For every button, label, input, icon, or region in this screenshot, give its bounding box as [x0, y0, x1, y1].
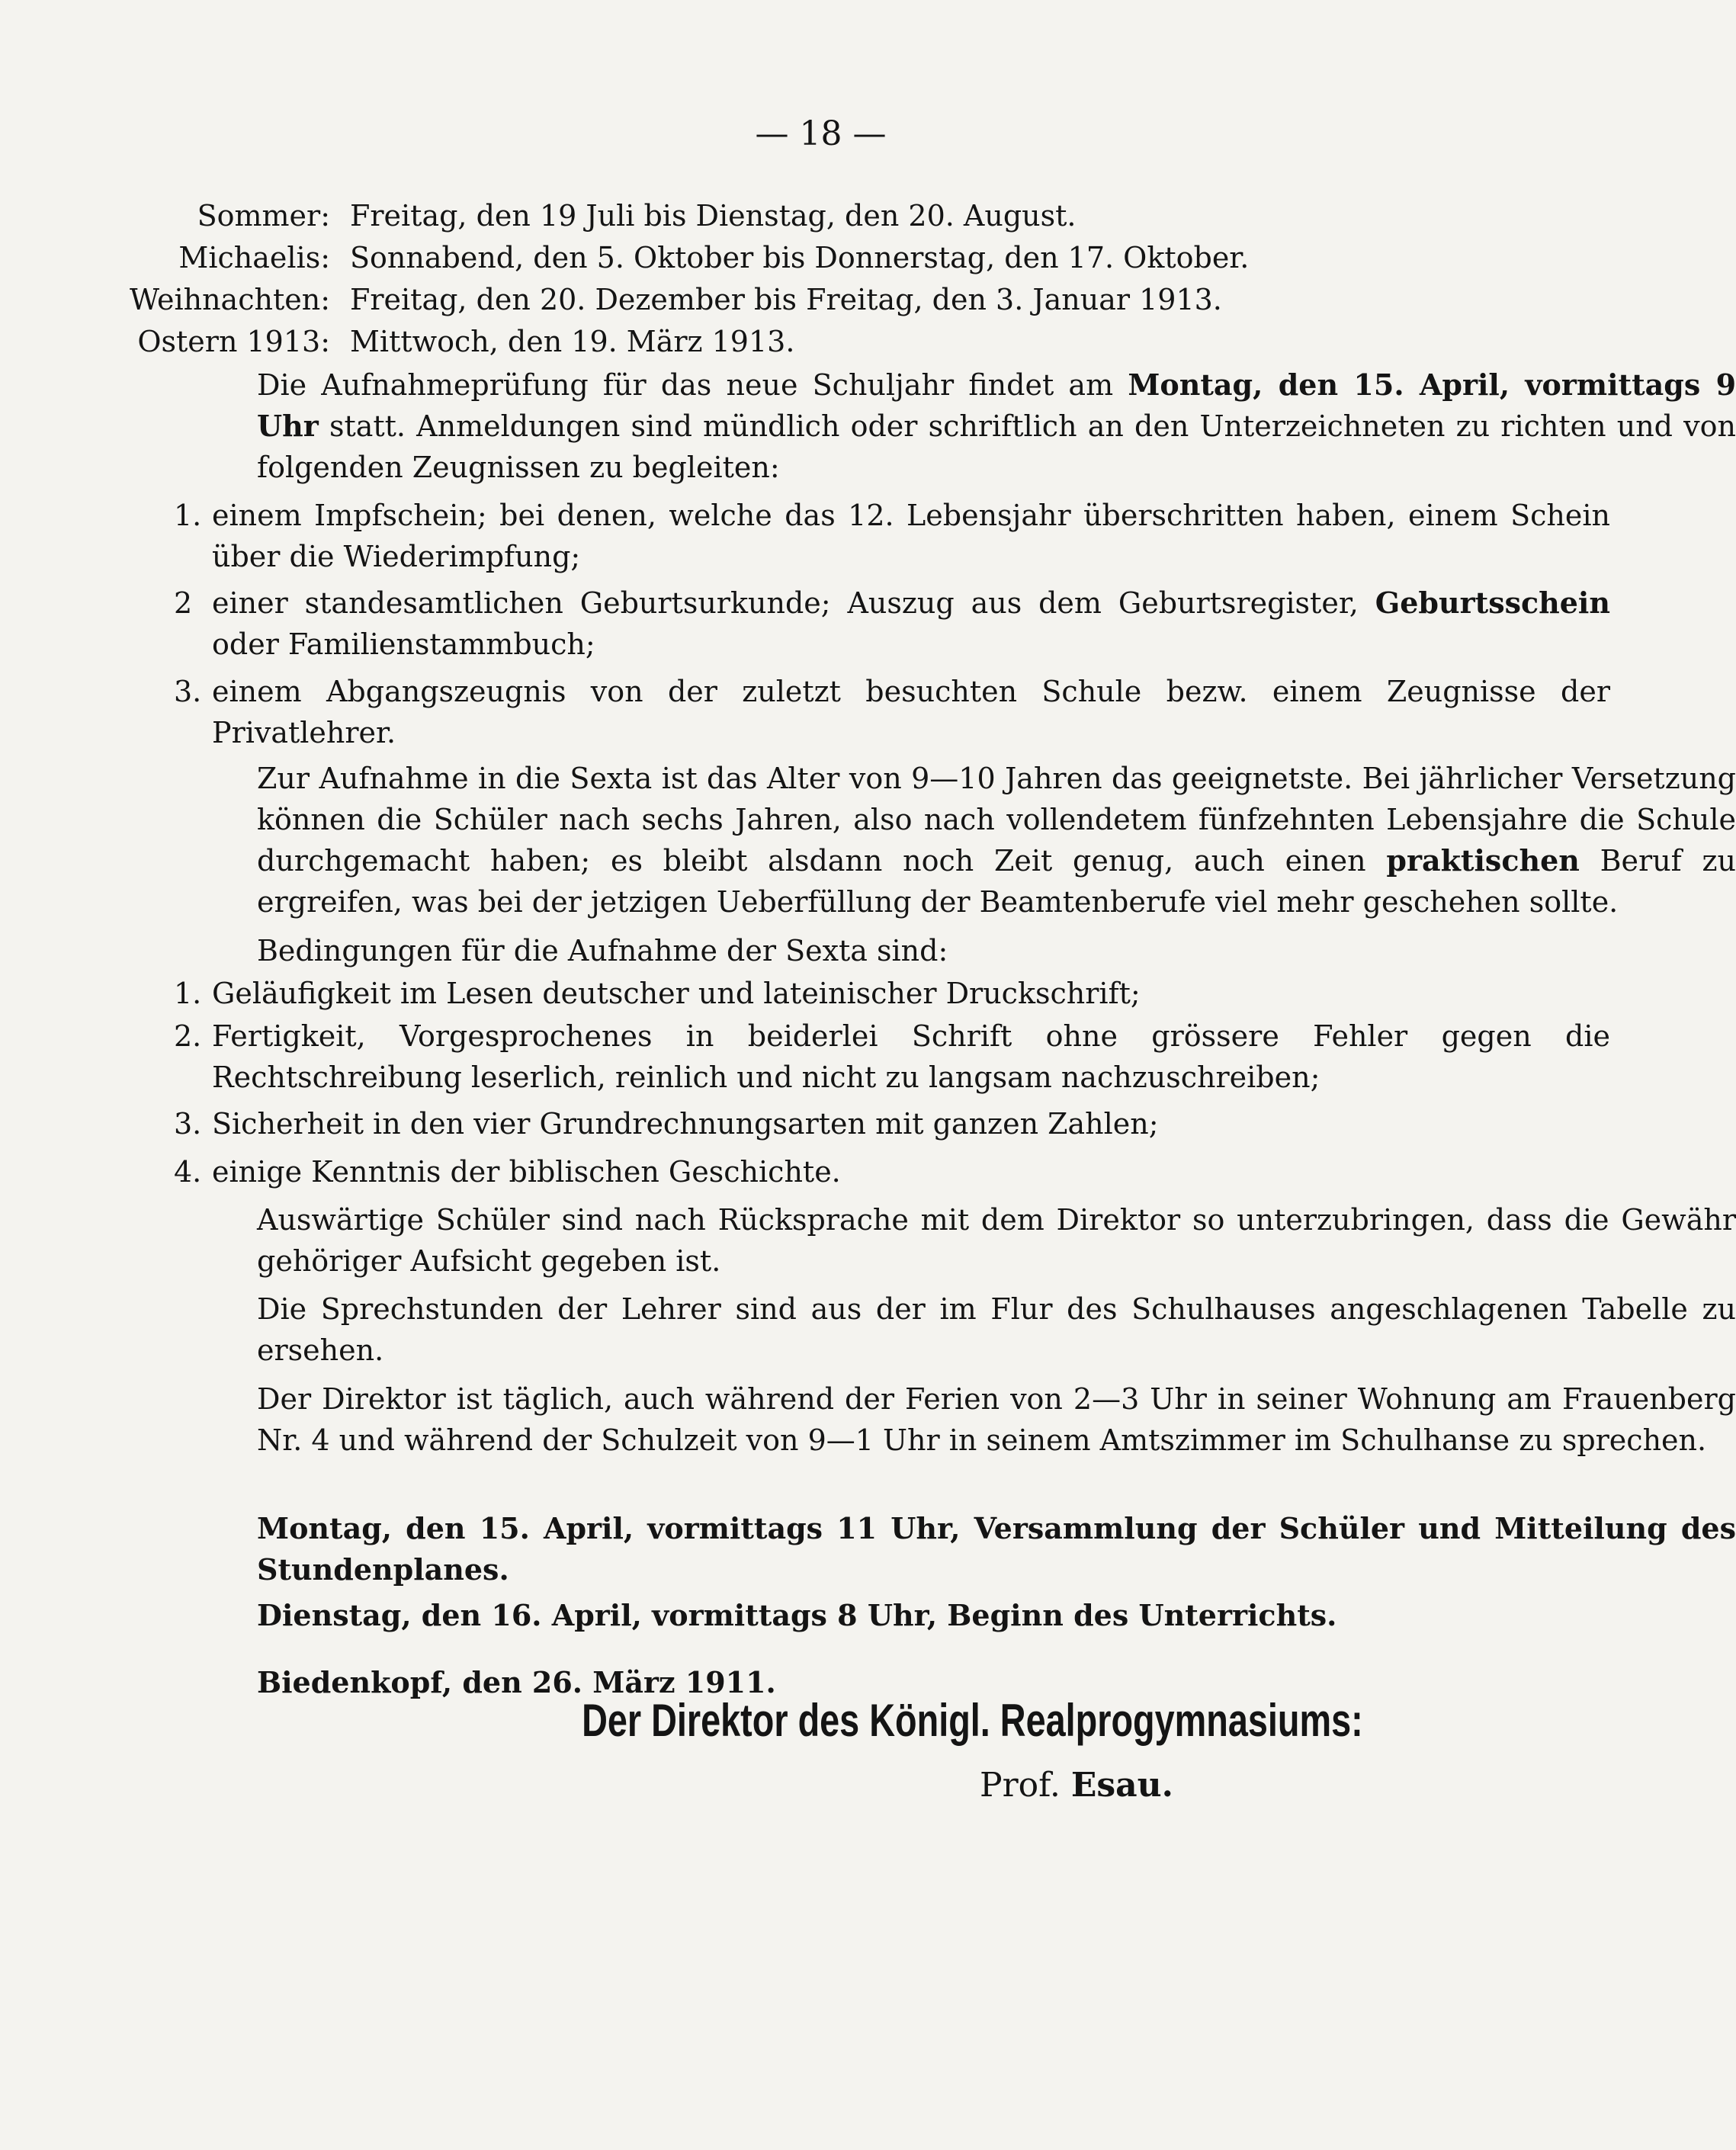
list-item: 1. Geläufigkeit im Lesen deutscher und lateinischer Druckschrift; [174, 977, 1141, 1010]
entrance-exam-paragraph: Die Aufnahmeprüfung für das neue Schuljahr findet am Montag, den 15. April, vormittags 9 Uhr statt. Anmeldungen sind mündlich oder schriftlich an den Unterzeichneten zu richten und von folgenden Zeugnissen zu begleiten: [257, 367, 1736, 484]
list-item: 4. einige Kenntnis der biblischen Geschichte. [174, 1155, 841, 1189]
director-office-hours-paragraph: Der Direktor ist täglich, auch während der Ferien von 2—3 Uhr in seiner Wohnung am Frauenberg Nr. 4 und während der Schulzeit von 9—1 Uhr in seinem Amtszimmer im Schulhanse zu sprechen. [257, 1382, 1736, 1457]
list-item: 1. einem Impfschein; bei denen, welche das 12. Lebensjahr überschritten haben, einem Schein über die Wiederimpfung; [174, 499, 1610, 573]
place-date: Biedenkopf, den 26. März 1911. [257, 1665, 776, 1699]
holiday-label: Sommer: [197, 198, 330, 233]
holiday-row [130, 278, 1249, 320]
holiday-label: Michaelis: [178, 240, 330, 274]
holiday-row [130, 194, 1249, 236]
holiday-label: Weihnachten: [130, 282, 330, 316]
lessons-start-notice: Dienstag, den 16. April, vormittags 8 Uhr, Beginn des Unterrichts. [257, 1598, 1337, 1632]
conditions-intro: Bedingungen für die Aufnahme der Sexta sind: [257, 934, 948, 968]
holiday-dates: Freitag, den 20. Dezember bis Freitag, den 3. Januar 1913. [350, 282, 1222, 316]
holiday-schedule [130, 194, 1249, 362]
list-item: 2 einer standesamtlichen Geburtsurkunde; Auszug aus dem Geburtsregister, Geburtsschein oder Familienstammbuch; [174, 586, 1610, 661]
director-title: Der Direktor des Königl. Realprogymnasiums: [582, 1695, 1363, 1746]
holiday-dates: Mittwoch, den 19. März 1913. [350, 324, 795, 358]
holiday-dates: Freitag, den 19 Juli bis Dienstag, den 20. August. [350, 198, 1077, 233]
list-item: 3. einem Abgangszeugnis von der zuletzt besuchten Schule bezw. einem Zeugnisse der Privatlehrer. [174, 675, 1610, 749]
teacher-office-hours-paragraph: Die Sprechstunden der Lehrer sind aus der im Flur des Schulhauses angeschlagenen Tabelle zu ersehen. [257, 1292, 1736, 1367]
list-item: 3. Sicherheit in den vier Grundrechnungsarten mit ganzen Zahlen; [174, 1107, 1159, 1141]
signature: Prof. Esau. [980, 1766, 1173, 1805]
holiday-dates: Sonnabend, den 5. Oktober bis Donnerstag, den 17. Oktober. [350, 240, 1250, 274]
external-students-paragraph: Auswärtige Schüler sind nach Rücksprache mit dem Direktor so unterzubringen, dass die Gewähr gehöriger Aufsicht gegeben ist. [257, 1203, 1736, 1278]
holiday-label: Ostern 1913: [137, 324, 330, 358]
assembly-notice: Montag, den 15. April, vormittags 11 Uhr, Versammlung der Schüler und Mitteilung des Stundenplanes. [257, 1511, 1736, 1587]
holiday-row [130, 320, 1249, 362]
holiday-row [130, 236, 1249, 278]
sexta-age-paragraph: Zur Aufnahme in die Sexta ist das Alter von 9—10 Jahren das geeignetste. Bei jährlicher Versetzung können die Schüler nach sechs Jahren, also nach vollendetem fünfzehnten Lebensjahre die Schule durchgemacht haben; es bleibt alsdann noch Zeit genug, auch einen praktischen Beruf zu ergreifen, was bei der jetzigen Ueberfüllung der Beamtenberufe viel mehr geschehen sollte. [257, 762, 1736, 919]
list-item: 2. Fertigkeit, Vorgesprochenes in beiderlei Schrift ohne grössere Fehler gegen die Rechtschreibung leserlich, reinlich und nicht zu langsam nachzuschreiben; [174, 1019, 1610, 1094]
exam-date: Montag, den 15. April, vormittags 9 Uhr [257, 367, 1736, 443]
page-number: — 18 — [755, 114, 887, 153]
